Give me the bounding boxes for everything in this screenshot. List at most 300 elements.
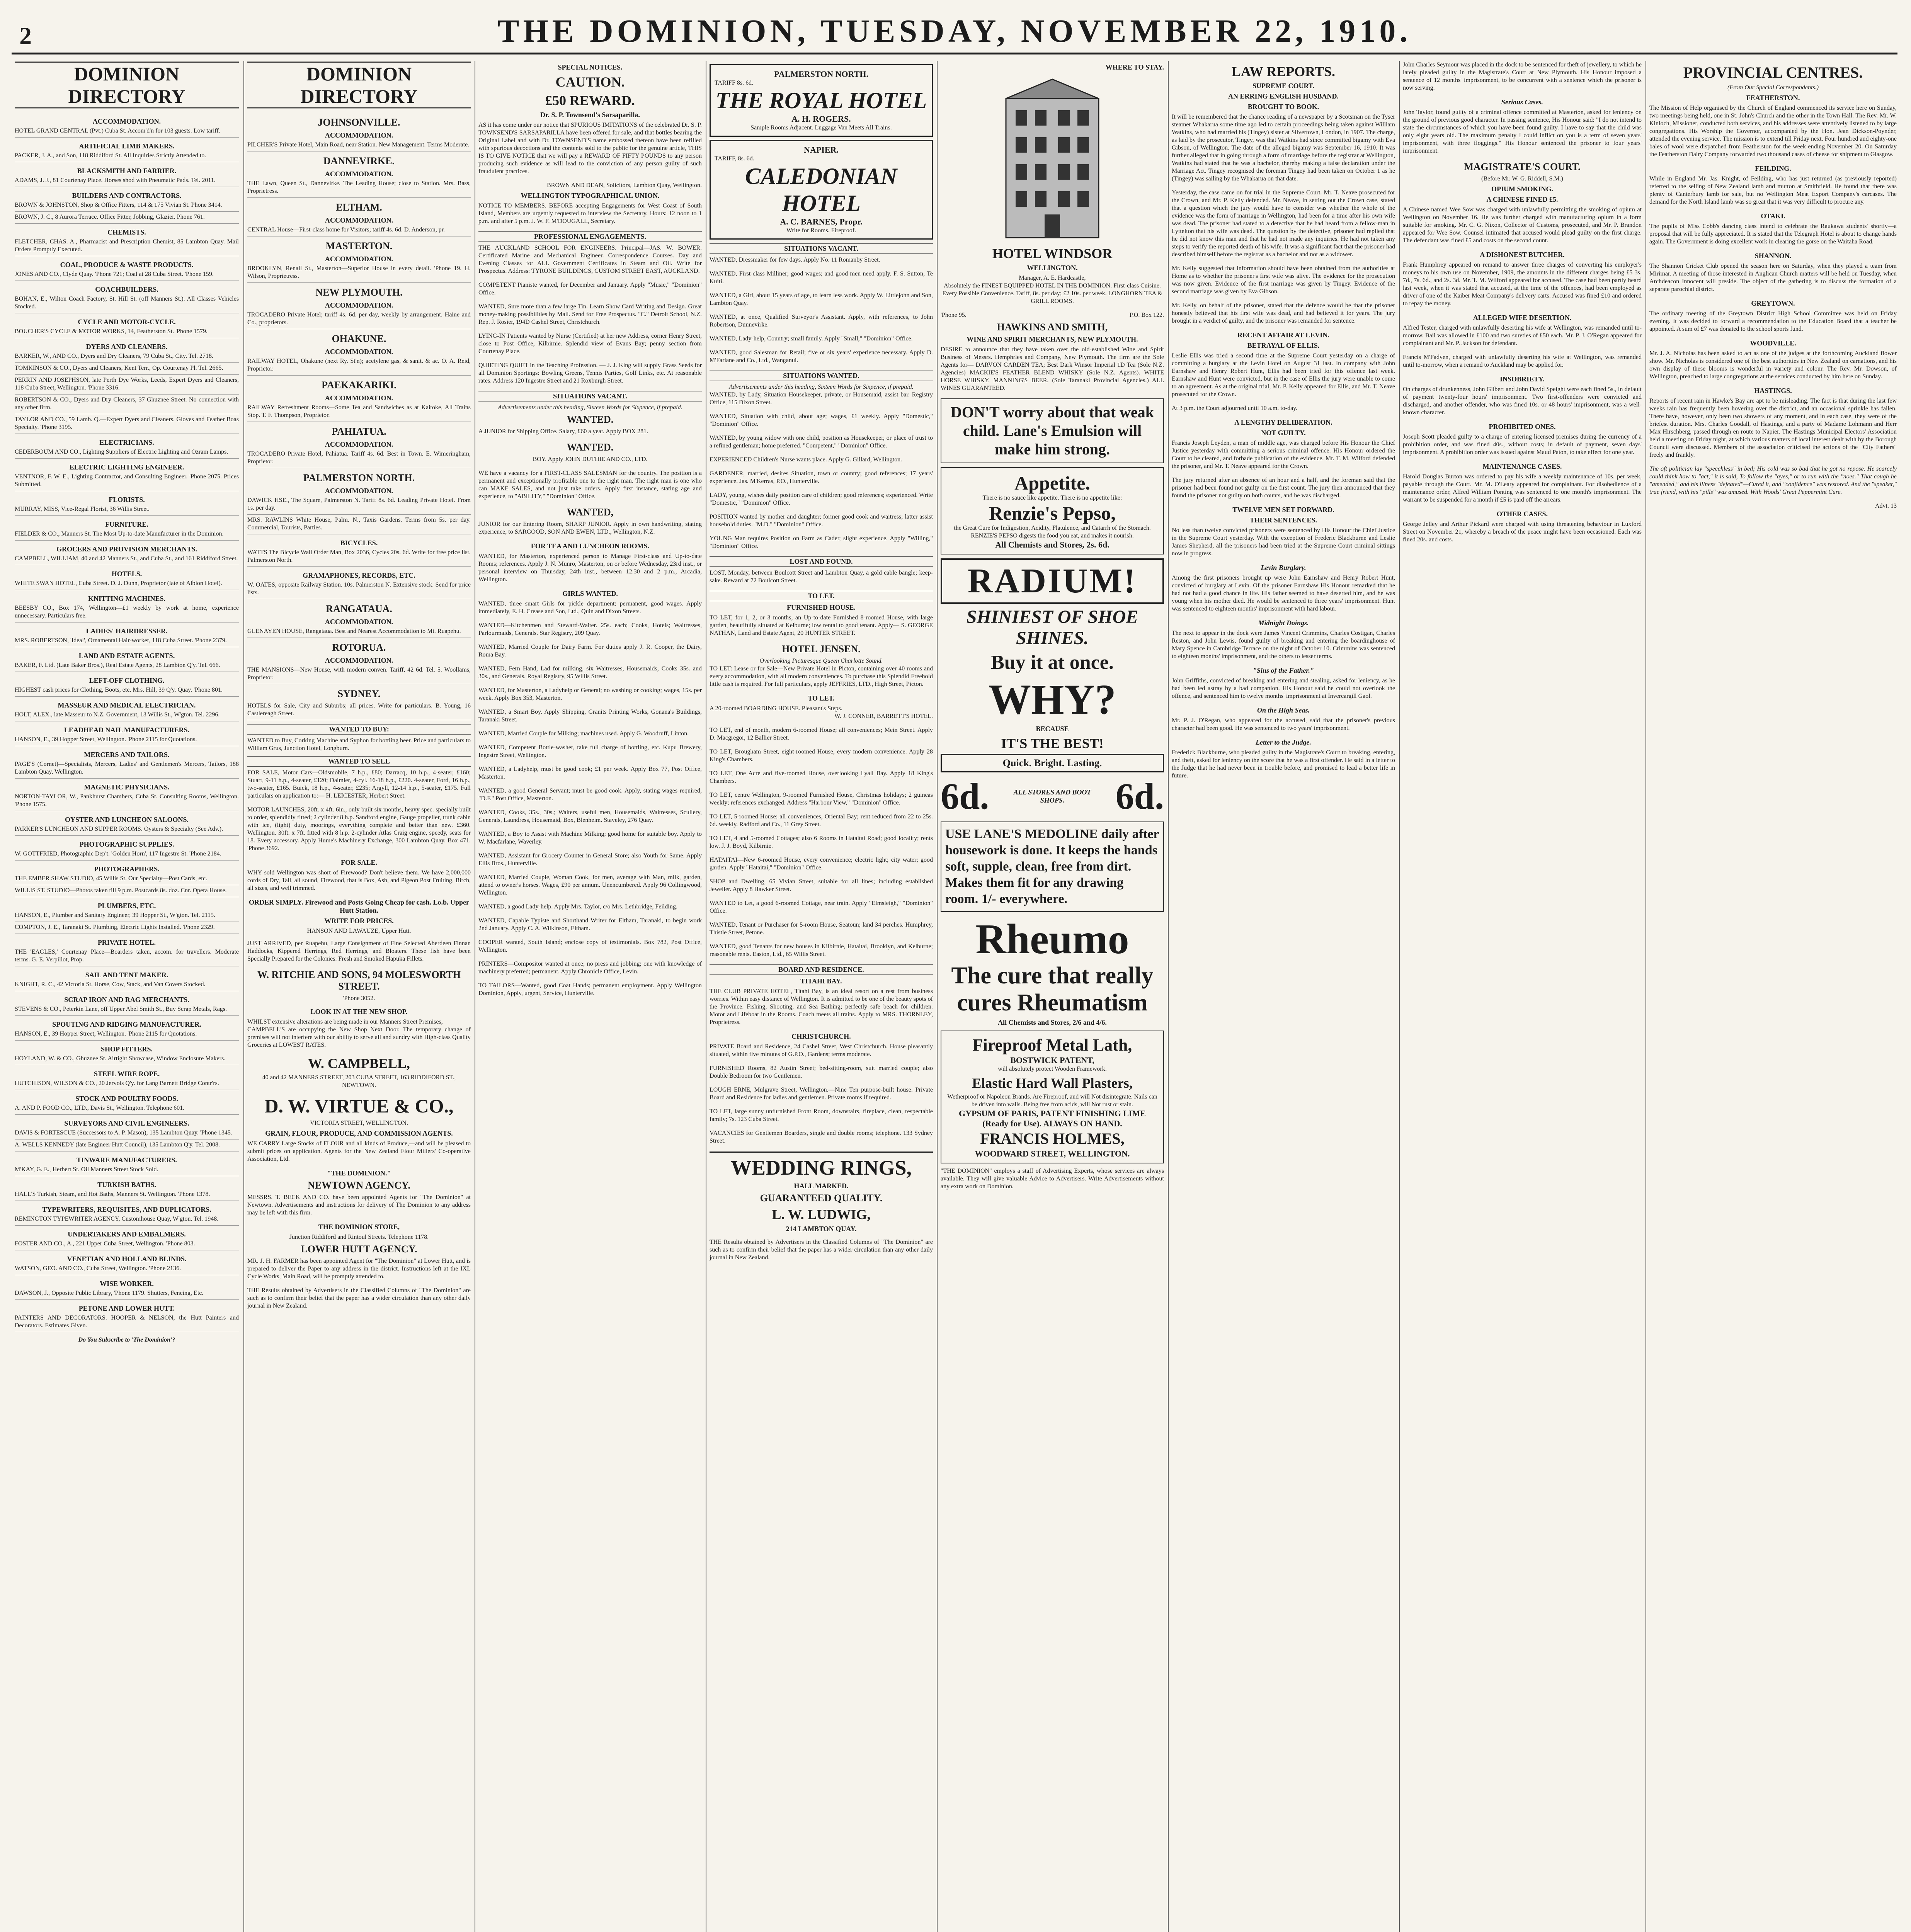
directory-category: LEFT-OFF CLOTHING.: [89, 677, 165, 684]
directory-text: HANSON, E., 39 Hopper Street, Wellington. 'Phone 2115 for Quotations.: [15, 736, 197, 743]
situation-wanted-ad: WANTED, by young widow with one child, position as Housekeeper, or place of trust to a refined gentleman; home preferred. "Competent," "Dominion" Office.: [710, 435, 933, 449]
directory-text: PACKER, J. A., and Son, 118 Riddiford St. All Inquiries Strictly Attended to.: [15, 152, 206, 159]
magistrates-court: MAGISTRATE'S COURT.: [1464, 161, 1581, 172]
caledonian-proprietor: A. C. BARNES, Propr.: [780, 217, 863, 226]
directory-text: REMINGTON TYPEWRITER AGENCY, Customhouse Quay, W'gton. Tel. 1948.: [15, 1216, 219, 1222]
directory-town: ROTORUA.: [332, 642, 386, 653]
law-p4: Mr. Kelly, on behalf of the prisoner, stated that the defence would be that the prisoner honestly believed that his first wife was dead, and had believed it for years. The jury brought in a verdict of guilty, and the prisoner was remanded for sentence.: [1172, 302, 1395, 324]
directory-category: SCRAP IRON AND RAG MERCHANTS.: [64, 996, 189, 1003]
caledonian-tariff: TARIFF, 8s. 6d.: [715, 155, 754, 162]
price-left: 6d.: [941, 776, 989, 817]
twelve-men: TWELVE MEN SET FORWARD.: [1232, 506, 1334, 514]
directory-entry: [15, 922, 239, 934]
directory-category: BICYCLES.: [340, 539, 378, 547]
to-let-ad: WANTED, Tenant or Purchaser for 5-room House, Seatoun; land 34 perches. Humphrey, Thistle Street, Petone.: [710, 922, 933, 936]
windsor-body: Absolutely the FINEST EQUIPPED HOTEL IN THE DOMINION. First-class Cuisine. Every Possible Convenience. Tariff, 8s. per day; £2 10s. per week. LONGHORN TEA & GRILL ROOMS.: [942, 282, 1162, 304]
write-for-prices: WRITE FOR PRICES.: [324, 917, 394, 925]
fireproof-heading: Fireproof Metal Lath,: [972, 1036, 1132, 1054]
judge-letter: Letter to the Judge.: [1256, 738, 1311, 746]
directory-town: SYDNEY.: [337, 688, 381, 699]
directory-category: PETONE AND LOWER HUTT.: [78, 1304, 175, 1312]
directory-text: TOMKINSON & CO., Dyers and Cleaners, Kent Terr., Op. Courtenay Pl. Tel. 2665.: [15, 365, 223, 371]
directory-entry: [15, 934, 239, 966]
campbells-text: CAMPBELL'S are occupying the New Shop Next Door. The temporary change of premises will not interfere with our ability to serve all and sundry with High-class Quality Groceries at LOWEST RATES.: [247, 1026, 471, 1048]
jensen-sub: Overlooking Picturesque Queen Charlotte Sound.: [759, 658, 883, 664]
professional-ad: QUIETING QUIET in the Teaching Profession. — J. J. King will supply Grass Seeds for all Dominion Sportings: Bowling Greens, Tennis Parties, Golf Links, etc. At reasonable rates. Address 120 Ingestre Street and 21 Roxburgh Street.: [478, 362, 702, 384]
dominion-agency-ad: "THE DOMINION" employs a staff of Advertising Experts, whose services are always available. They will give valuable Advice to Advertisers. Write Advertisements without any extra work on Dominion.: [941, 1168, 1164, 1190]
guaranteed: GUARANTEED QUALITY.: [760, 1192, 883, 1204]
directory-entry: [15, 897, 239, 922]
directory-category: OYSTER AND LUNCHEON SALOONS.: [65, 816, 189, 823]
directory-text: ROBERTSON & CO., Dyers and Dry Cleaners, 37 Ghuznee Street. No connection with any other firm.: [15, 396, 239, 411]
directory-category: ACCOMMODATION.: [325, 348, 393, 355]
directory-category: TINWARE MANUFACTURERS.: [77, 1156, 177, 1164]
situation-wanted-ad: WANTED, by Lady, Situation Housekeeper, private, or Housemaid, assist bar. Registry Office, 115 Dixon Street.: [710, 391, 933, 406]
directory-town: RANGATAUA.: [326, 603, 392, 614]
prohibited: PROHIBITED ONES.: [1489, 423, 1556, 430]
c4-sw-note: Advertisements under this heading, Sixteen Words for Sixpence, if prepaid.: [729, 384, 914, 390]
directory-entry: [15, 697, 239, 721]
royal-sub: Sample Rooms Adjacent. Luggage Van Meets All Trains.: [750, 124, 892, 131]
directory-text: CEDERBOUM AND CO., Lighting Suppliers of Electric Lighting and Ozram Lamps.: [15, 449, 228, 455]
directory-heading-2: DOMINION DIRECTORY: [247, 61, 471, 109]
other-cases: OTHER CASES.: [1496, 510, 1548, 518]
directory-entry: [15, 1115, 239, 1139]
directory-category: ACCOMMODATION.: [325, 394, 393, 402]
town-news: The pupils of Miss Cobb's dancing class intend to celebrate the Raukawa students' shortly—a proposal that will be fully appreciated. It is stated that the Telegraph Hotel is about to change hands again. The Government is doing excellent work in clearing the gorse on the Waitaha Road.: [1649, 223, 1897, 245]
firewood-ad: WHY sold Wellington was short of Firewood? Don't believe them. We have 2,000,000 cords of Dry, Tall, all sound, Firewood, that is Box, Ash, and Pigeon Post Fruiting, Birch, all sizes, and well trimmed.: [247, 869, 471, 891]
wanted-ad: WANTED, for Masterton, a Ladyhelp or General; no washing or cooking; wages, 15s. per week. Apply Box 353, Masterton.: [478, 687, 702, 701]
directory-town: DANNEVIRKE.: [323, 155, 395, 167]
directory-entry: [15, 1176, 239, 1201]
directory-category: BUILDERS AND CONTRACTORS.: [72, 192, 182, 199]
wanted-ad: PRINTERS—Compositor wanted at once; no press and jobbing; one with knowledge of machinery preferred; permanent. Apply Chronicle Office, Levin.: [478, 961, 702, 975]
directory-entry: [15, 746, 239, 779]
hanson-lawauze: HANSON AND LAWAUZE, Upper Hutt.: [307, 928, 411, 934]
directory-text: MRS. ROBERTSON, 'Ideal', Ornamental Hair-worker, 118 Cuba Street. 'Phone 2379.: [15, 637, 227, 644]
why-heading: WHY?: [989, 676, 1116, 723]
law-p11: The next to appear in the dock were James Vincent Crimmins, Charles Costigan, Charles Reston, and John Lewis, found guilty of breaking and entering the boardinghouse of Mary Spence in Cambridge Terrace on the night of October 10. Crimmins was sentenced to eighteen months' imprisonment, and the others to lesser terms.: [1172, 630, 1395, 660]
directory-text: BAKER, F. Ltd. (Late Baker Bros.), Real Estate Agents, 28 Lambton Q'y. Tel. 666.: [15, 662, 220, 668]
directory-text: WHITE SWAN HOTEL, Cuba Street. D. J. Dunn, Proprietor (late of Albion Hotel).: [15, 580, 222, 587]
directory-entry: [15, 1300, 239, 1332]
wife-desertion: ALLEGED WIFE DESERTION.: [1473, 314, 1572, 321]
directory-entry: [15, 590, 239, 622]
appetite-sub: There is no sauce like appetite. There is no appetite like:: [982, 495, 1122, 501]
tea-rooms-body: WANTED, for Masterton, experienced person to Manage First-class and Up-to-date Rooms; references. Apply J. N. Munro, Masterton, on or before Wednesday, 23rd inst., or personal interview on Thursday, 24th inst., between 12.30 and 2 p.m., Arcadia, Wellington.: [478, 553, 702, 583]
directory-text: HOLT, ALEX., late Masseur to N.Z. Government, 13 Willis St., W'gton. Tel. 2296.: [15, 711, 220, 718]
directory-text: MRS. RAWLINS White House, Palm. N., Taxis Gardens. Terms from 5s. per day. Commercial, Tourists, Parties.: [247, 517, 471, 531]
wanted-to-buy-heading: WANTED TO BUY:: [247, 724, 471, 735]
to-let-heading: TO LET.: [710, 591, 933, 601]
law-p2: Yesterday, the case came on for trial in the Supreme Court. Mr. T. Neave prosecuted for the Crown, and Mr. P. Kelly defended. Mr. Neave, in setting out the Crown case, stated that a question which the jury would have to consider was whether the whole of the evidence was the form of marriage in Wellington, had been for a time after his own wife was dead. The prisoner had stated to a detective that he had heard from a fellow-man in Lyttelton that his wife was dead. The question by the detective, prisoner had replied that he did not know this man and that he had not made any inquiries. He had not taken any steps to verify the reported death of his wife. It was a significant fact that the prisoner had described himself before the registrar as a bachelor and not as a widower.: [1172, 189, 1395, 258]
levin-burglary: Levin Burglary.: [1261, 564, 1306, 571]
for-sale-heading: FOR SALE.: [340, 859, 378, 866]
directory-category: PLUMBERS, ETC.: [97, 902, 156, 910]
directory-entry: [15, 1139, 239, 1151]
directory-entry: [15, 491, 239, 516]
directory-category: ACCOMMODATION.: [325, 170, 393, 178]
directory-text: BARKER, W., AND CO., Dyers and Dry Cleaners, 79 Cuba St., City. Tel. 2718.: [15, 353, 213, 359]
directory-text: PERRIN AND JOSEPHSON, late Perth Dye Works, Leeds, Expert Dyers and Cleaners, 118 Cuba Street, Wellington. 'Phone 3316.: [15, 377, 239, 391]
directory-category: STOCK AND POULTRY FOODS.: [75, 1095, 178, 1102]
directory-text: NORTON-TAYLOR, W., Pankhurst Chambers, Cuba St. Consulting Rooms, Wellington. 'Phone 1575.: [15, 793, 239, 808]
directory-text: BEESBY CO., Box 174, Wellington—£1 weekly by work at home, experience unnecessary. Particulars free.: [15, 605, 239, 619]
royal-town: PALMERSTON NORTH.: [774, 69, 869, 79]
directory-text: COMPTON, J. E., Taranaki St. Plumbing, Electric Lights Installed. 'Phone 2329.: [15, 924, 215, 930]
board-residence-ad: LOUGH ERNE, Mulgrave Street, Wellington.—Nine Ten purpose-built house. Private Board and Residence for ladies and gentlemen. Private rooms if required.: [710, 1087, 933, 1101]
professional-ad: COMPETENT Pianiste wanted, for December and January. Apply "Music," "Dominion" Office.: [478, 282, 702, 296]
directory-town: MASTERTON.: [325, 240, 393, 252]
directory-entry: [15, 1016, 239, 1041]
column-6-law-reports: [1172, 61, 1395, 1932]
c7-p9: Harold Douglas Burton was ordered to pay his wife a weekly maintenance of 10s. per week, payable through the Court. Mr. M. O'Leary appeared for complainant. For disobedience of a maintenance order, Alfred William Ponting was sentenced to one month's imprisonment. The warrant to be suspended for a month if £5 is paid off the arrears.: [1403, 473, 1642, 503]
to-let-ad: TO LET, 4 and 5-roomed Cottages; also 6 Rooms in Hataitai Road; good locality; rents low. J. J. Boyd, Kilbirnie.: [710, 835, 933, 849]
lanes-emulsion-ad: DON'T worry about that weak child. Lane's Emulsion will make him strong.: [941, 398, 1164, 463]
directory-text: BROWN & JOHNSTON, Shop & Office Fitters, 114 & 175 Vivian St. Phone 3414.: [15, 202, 222, 208]
elastic-body: Wetherproof or Napoleon Brands. Are Fireproof, and will Not disintegrate. Nails can be driven into walls. Being free from acids, will Not rust or stain.: [947, 1094, 1157, 1108]
wanted-ad: WANTED, Cooks, 35s., 30s.; Waiters, useful men, Housemaids, Waitresses, Scullery, Generals, Laundress, Housemaid, Box, Blenheim. Staveley, 276 Quay.: [478, 809, 702, 823]
directory-category: VENETIAN AND HOLLAND BLINDS.: [67, 1255, 187, 1263]
directory-entry: [15, 565, 239, 590]
boarding-house: A 20-roomed BOARDING HOUSE. Pleasant's Steps.: [710, 705, 842, 712]
to-let-ad: WANTED to Let, a good 6-roomed Cottage, near train. Apply "Elmsleigh," "Dominion" Office.: [710, 900, 933, 914]
board-residence-ad: FURNISHED Rooms, 82 Austin Street; bed-sitting-room, suit married couple; also Double Bedroom for two Gentlemen.: [710, 1065, 933, 1079]
look-in-heading: LOOK IN AT THE NEW SHOP.: [310, 1008, 408, 1015]
c7-p1: John Charles Seymour was placed in the dock to be sentenced for theft of jewellery, to which he lately pleaded guilty in the Magistrate's Court at New Plymouth. His Honour imposed a sentence of 12 months' imprisonment, to be concurrent with a sentence which the prisoner is now serving.: [1403, 61, 1642, 91]
hawkins-smith: HAWKINS AND SMITH,: [997, 321, 1108, 333]
directory-category: ACCOMMODATION.: [325, 487, 393, 495]
directory-category: MERCERS AND TAILORS.: [84, 751, 170, 759]
directory-category: MASSEUR AND MEDICAL ELECTRICIAN.: [58, 701, 196, 709]
law-p10: Among the first prisoners brought up were John Earnshaw and Henry Robert Hunt, convicted of burglary at Levin. Of the prisoner Earnshaw His Honour remarked that he had not had a good chance in life. His father seemed to have deserted him, and he was young when his mother died. He would be sentenced to three years' imprisonment. Hunt was sentenced to eighteen months' imprisonment with hard labour.: [1172, 575, 1395, 612]
town-news: The Mission of Help organised by the Church of England commenced its service here on Sunday, two meetings being held, one in St. John's Church and the other in the Town Hall. The Rev. Mr. W. Kinloch, Missioner, conducted both services, and his addresses were attentively listened to by large congregations. His Worship the Governor, accompanied by the Hon. Jean Dickson-Poynder, attended the evening service. The mission is to extend till Friday next. Four hundred and eighty-one bales of wool were dispatched from Featherston for the week ending November 20. On Saturday the Featherston Dairy Company forwarded two thousand cases of cheese for shipment to Glasgow.: [1649, 105, 1897, 158]
town-heading: WOODVILLE.: [1750, 339, 1796, 347]
royal-tariff: TARIFF 8s. 6d.: [715, 80, 754, 86]
directory-text: WATTS The Bicycle Wall Order Man, Box 2036, Cycles 20s. 6d. Write for free price list. Palmerston North.: [247, 549, 471, 563]
directory-entry: [15, 885, 239, 897]
rheumo-footer: All Chemists and Stores, 2/6 and 4/6.: [998, 1019, 1107, 1026]
situation-wanted-ad: POSITION wanted by mother and daughter; former good cook and waitress; latter assist household duties. "M.D." "Dominion" Office.: [710, 514, 933, 528]
wanted-ad: WANTED, a Smart Boy. Apply Shipping, Granits Printing Works, Gonana's Buildings, Taranaki Street.: [478, 709, 702, 723]
wanted-ad: WANTED, a good Lady-help. Apply Mrs. Taylor, c/o Mrs. Lethbridge, Feilding.: [478, 903, 677, 910]
directory-text: HALL'S Turkish, Steam, and Hot Baths, Manners St. Wellington. 'Phone 1378.: [15, 1191, 210, 1197]
directory-text: HOTEL GRAND CENTRAL (Pvt.) Cuba St. Accom'd'n for 103 guests. Low tariff.: [15, 128, 220, 134]
hall-marked: HALL MARKED.: [794, 1182, 849, 1190]
professional-ad: LYING-IN Patients wanted by Nurse (Certified) at her new Address, corner Henry Street, close to Post Office, Kilbirnie. Splendid view of Evans Bay; penny section from Courtenay Place.: [478, 333, 702, 355]
six-pence-row: [941, 775, 1164, 818]
column-5-advertisements: [941, 61, 1164, 1932]
subscribe-footer: Do You Subscribe to 'The Dominion'?: [78, 1337, 175, 1343]
whilst-text: WHILST extensive alterations are being made in our Manners Street Premises,: [247, 1019, 443, 1025]
directory-text: ADAMS, J. J., 81 Courtenay Place. Horses shod with Pneumatic Pads. Tel. 2011.: [15, 177, 216, 184]
directory-category: MAGNETIC PHYSICIANS.: [84, 783, 170, 791]
titahi-body: THE CLUB PRIVATE HOTEL, Titahi Bay, is an ideal resort on a rest from business worries. Within easy distance of Wellington. It is admitted to be one of the beauty spots of the Province. Fishing, Shooting, and Sea Bathing; perfectly safe beach for children. Motor and Lifeboat in the Rooms. Coach meets all trains. Apply to MRS. THORNLEY, Proprietress.: [710, 988, 933, 1026]
conner: W. J. CONNER, BARRETT'S HOTEL.: [834, 713, 933, 719]
professional-ad: WANTED, Sure more than a few large Tin. Learn Show Card Writing and Design. Great money-making possibilities by Mail. Send for Free Prospectus. "C." Detroit School, N.Z. Rep. J. Rosier, 194D Cashel Street, Christchurch.: [478, 303, 702, 325]
because: BECAUSE: [1036, 725, 1069, 733]
their-sentences: THEIR SENTENCES.: [1249, 516, 1317, 524]
directory-text: A. AND P. FOOD CO., LTD., Davis St., Wellington. Telephone 601.: [15, 1105, 185, 1111]
directory-text: A. WELLS KENNEDY (late Engineer Hutt Council), 135 Lambton Q'y. Tel. 2008.: [15, 1141, 220, 1148]
directory-category: ACCOMMODATION.: [325, 656, 393, 664]
fireproof-ad: [941, 1031, 1164, 1163]
wanted-ad: WANTED, Capable Typiste and Shorthand Writer for Eltham, Taranaki, to begin work 2nd January. Apply C. A. Wilkinson, Eltham.: [478, 917, 702, 932]
its-the-best: IT'S THE BEST!: [1001, 736, 1104, 751]
directory-entry: [15, 516, 239, 541]
chinese-fined: A CHINESE FINED £5.: [1486, 196, 1558, 203]
special-notices-heading: SPECIAL NOTICES.: [558, 63, 623, 71]
furnished-body: TO LET, for 1, 2, or 3 months, an Up-to-date Furnished 8-roomed House, with large garden, beautifully situated at Kelburne; low rental to good tenant. Apply— S. GEORGE NATHAN, Land and Estate Agent, 20 HUNTER STREET.: [710, 614, 933, 636]
wanted-ad: TO TAILORS—Wanted, good Coat Hands; permanent employment. Apply Wellington Dominion, Apply, urgent, Service, Hunterville.: [478, 982, 702, 997]
directory-town: ELTHAM.: [336, 202, 382, 213]
situation-vacant-ad: WANTED, at once, Qualified Surveyor's Assistant. Apply, with references, to John Robertson, Dunnevirke.: [710, 314, 933, 328]
directory-entry: [15, 434, 239, 459]
to-let-ad: TO LET, Brougham Street, eight-roomed House, every modern convenience. Apply 28 King's Chambers.: [710, 748, 933, 763]
directory-text: WILLIS ST. STUDIO—Photos taken till 9 p.m. Postcards 8s. doz. Cnr. Opera House.: [15, 887, 227, 894]
town-heading: FEILDING.: [1755, 165, 1791, 172]
virtue-sub: GRAIN, FLOUR, PRODUCE, AND COMMISSION AGENTS.: [265, 1129, 453, 1137]
price-right: 6d.: [1115, 776, 1164, 817]
directory-category: TYPEWRITERS, REQUISITES, AND DUPLICATORS.: [42, 1206, 211, 1213]
directory-entry: [15, 162, 239, 187]
directory-heading: DOMINION DIRECTORY: [15, 61, 239, 109]
bostwick-body: will absolutely protect Wooden Framework.: [998, 1066, 1107, 1072]
directory-town: NEW PLYMOUTH.: [315, 287, 403, 298]
midnight: Midnight Doings.: [1258, 619, 1309, 627]
law-p8: The jury returned after an absence of an hour and a half, and the foreman said that the prisoner had been found not guilty on the first count. The jury then announced that they found the prisoner not guilty on both counts, and he was discharged.: [1172, 477, 1395, 499]
directory-text: RAILWAY HOTEL, Ohakune (next Ry. St'n); acetylene gas, & sanit. & ac. O. A. Reid, Proprietor.: [247, 358, 471, 372]
directory-text: THE 'EAGLES,' Courtenay Place—Boarders taken, accom. for travellers. Moderate terms. G. E. Verpillot, Prop.: [15, 949, 239, 963]
renzie-ad: [941, 467, 1164, 554]
wanted-ad: WANTED, Married Couple for Dairy Farm. For duties apply J. R. Cooper, the Dairy, Roma Bay.: [478, 644, 702, 658]
law-p3: Mr. Kelly suggested that information should have been obtained from the authorities at Home as to whether the prisoner's first wife was alive. The evidence for the prosecution was now given. Evidence of the first marriage was given by Tingey. Evidence of the second marriage was given by Eva Gibson.: [1172, 265, 1395, 295]
directory-entry: [15, 338, 239, 363]
supreme-court: SUPREME COURT.: [1252, 82, 1315, 90]
sins: "Sins of the Father.": [1252, 667, 1314, 674]
junior2-ad: JUNIOR for our Entering Room, SHARP JUNIOR. Apply in own handwriting, stating experience, to SARGOOD, SON AND EWEN, LTD., Wellington, N.Z.: [478, 521, 702, 535]
directory-text: TROCADERO Private Hotel; tariff 4s. 6d. per day, weekly by arrangement. Haine and Co., proprietors.: [247, 311, 471, 326]
wanted-ad: WANTED, Married Couple, Woman Cook, for men, average with Man, milk, garden, attend to owner's horses. Wages, £90 per annum. Unencumbered. Apply 96 Collingwood, Wellington.: [478, 874, 702, 896]
directory-entry: [247, 151, 471, 198]
girls-wanted: GIRLS WANTED.: [562, 590, 618, 597]
quick-bright: Quick. Bright. Lasting.: [941, 754, 1164, 772]
masthead-title: THE DOMINION, TUESDAY, NOVEMBER 22, 1910.: [497, 13, 1412, 49]
directory-text: THE Lawn, Queen St., Dannevirke. The Leading House; close to Station. Mrs. Bass, Proprietress.: [247, 180, 471, 194]
hawkins-sub: WINE AND SPIRIT MERCHANTS, NEW PLYMOUTH.: [967, 335, 1138, 343]
directory-entry: [247, 198, 471, 236]
situation-vacant-ad: WANTED, good Salesman for Retail; five or six years' experience necessary. Apply D. M'Farlane and Co., Ltd., Wanganui.: [710, 349, 933, 364]
windsor-town: WELLINGTON.: [1027, 264, 1078, 272]
directory-text: DAWICK HSE., The Square, Palmerston N. Tariff 8s. 6d. Leading Private Hotel. From 1s. per day.: [247, 497, 471, 511]
directory-category: ACCOMMODATION.: [325, 301, 393, 309]
wanted-ad: WANTED, Fern Hand, Lad for milking, six Waitresses, Housemaids, Cooks 35s. and 30s., and Generals. Royal Registry, 95 Willis Street.: [478, 665, 702, 680]
c7-p7: On charges of drunkenness, John Gilbert and John David Speight were each fined 5s., in default of payment twenty-four hours' imprisonment. Two first-offenders were convicted and discharged, and another offender, who was fined 10s. or 48 hours' imprisonment, was a well-known character.: [1403, 386, 1642, 416]
town-news: Mr. J. A. Nicholas has been asked to act as one of the judges at the forthcoming Auckland flower show. Mr. Nicholas is considered one of the best authorities in New Zealand on carnations, and his own display of these blooms is wonderful in variety and colour. The Rev. Mr. Dowson, of Wellington, preached to large congregations at the services conducted by him here on Sunday.: [1649, 350, 1897, 380]
boy-ad: BOY. Apply JOHN DUTHIE AND CO., LTD.: [533, 456, 648, 463]
directory-text: TROCADERO Private Hotel, Pahiatua. Tariff 4s. 6d. Best in Town. E. Wimeringham, Proprietor.: [247, 451, 471, 465]
situation-wanted-ad: GARDENER, married, desires Situation, town or country; good references; 17 years' experience. Jas. M'Kerras, P.O., Hunterville.: [710, 470, 933, 485]
directory-category: CHEMISTS.: [107, 228, 146, 236]
directory-text: PARKER'S LUNCHEON AND SUPPER ROOMS. Oysters & Specialty (See Adv.).: [15, 826, 223, 832]
ritchie-phone: 'Phone 3052.: [343, 995, 375, 1002]
directory-text: HOYLAND, W. & CO., Ghuznee St. Airtight Showcase, Window Enclosure Makers.: [15, 1055, 226, 1062]
directory-text: KNIGHT, R. C., 42 Victoria St. Horse, Cow, Stack, and Van Covers Stocked.: [15, 981, 206, 988]
situation-vacant-ad: WANTED, a Girl, about 15 years of age, to learn less work. Apply W. Littlejohn and Son, Lambton Quay.: [710, 292, 933, 306]
radium-heading: RADIUM!: [941, 558, 1164, 604]
lost-found-heading: LOST AND FOUND.: [710, 556, 933, 567]
law-p7: Francis Joseph Leyden, a man of middle age, was charged before His Honour the Chief Justice yesterday with committing a serious criminal offence. His Honour ordered the Court to be cleared, and forbade publication of the evidence. Mr. T. M. Wilford defended the prisoner, and Mr. T. Neave appeared for the Crown.: [1172, 440, 1395, 469]
lower-hutt-agency: LOWER HUTT AGENCY.: [301, 1243, 417, 1255]
directory-entry: [15, 1151, 239, 1176]
junior-ad: A JUNIOR for Shipping Office. Salary, £60 a year. Apply BOX 281.: [478, 428, 648, 435]
wanted-ad: WANTED, three smart Girls for pickle department; permanent, good wages. Apply immediately, E. H. Crease and Son, Ltd., Quin and Dixon Streets.: [478, 600, 702, 615]
phone-box-row: [941, 311, 1164, 319]
directory-entry: [247, 684, 471, 720]
to-let-ad: SHOP and Dwelling, 65 Vivian Street, suitable for all lines; including established Jeweller. Apply 8 Hawker Street.: [710, 878, 933, 893]
directory-text: DAVIS & FORTESCUE (Successors to A. P. Mason), 135 Lambton Quay. 'Phone 1345.: [15, 1129, 232, 1136]
shiniest: SHINIEST OF SHOE SHINES.: [966, 607, 1138, 648]
wanted-ad: WANTED, a Boy to Assist with Machine Milking; good home for suitable boy. Apply to W. Macfarlane, Waverley.: [478, 831, 702, 845]
gypsum: GYPSUM OF PARIS, PATENT FINISHING LIME (Ready for Use). ALWAYS ON HAND.: [958, 1109, 1146, 1128]
professional-heading: PROFESSIONAL ENGAGEMENTS.: [478, 231, 702, 242]
law-p9: No less than twelve convicted prisoners were sentenced by His Honour the Chief Justice in the Supreme Court yesterday. With the exception of Frederic Blackburne and Leslie James Shepherd, all the prisoners had been tried at the Supreme Court criminal sittings now in progress.: [1172, 527, 1395, 557]
situations-vacant-note: Advertisements under this heading, Sixteen Words for Sixpence, if prepaid.: [498, 404, 682, 411]
law-p12: John Griffiths, convicted of breaking and entering and stealing, asked for leniency, as he had been led astray by a bad companion. His Honour said he could not overlook the offence, and sentenced him to twelve months' imprisonment at Invercargill Gaol.: [1172, 677, 1395, 699]
directory-entry: [15, 861, 239, 885]
caledonian-name: CALEDONIAN HOTEL: [745, 163, 897, 216]
page-number: 2: [19, 22, 32, 49]
dominion-store: THE DOMINION STORE,: [318, 1223, 400, 1231]
directory-town: PAHIATUA.: [332, 426, 386, 437]
just-arrived-ad: JUST ARRIVED, per Ruapehu, Large Consignment of Fine Selected Aberdeen Finnan Haddocks, Kippered Herrings, Red Herrings, and Bloaters. These fish have been Specially Prepared for the Colonies. Fresh and Smoked Hapuka Fillets.: [247, 940, 471, 962]
directory-entry: [15, 779, 239, 811]
newtown-agency: NEWTOWN AGENCY.: [308, 1180, 410, 1191]
ritchie-ad: W. RITCHIE AND SONS, 94 MOLESWORTH STREET.: [257, 969, 461, 992]
directory-entry: [247, 567, 471, 599]
directory-entry: [15, 1065, 239, 1090]
directory-town: OHAKUNE.: [332, 333, 386, 344]
medoline-ad: USE LANE'S MEDOLINE daily after housework is done. It keeps the hands soft, supple, clean, free from dirt. Makes them fit for any drawing room. 1/- everywhere.: [941, 821, 1164, 912]
directory-town: PAEKAKARIKI.: [322, 379, 396, 391]
directory-category: LEADHEAD NAIL MANUFACTURERS.: [64, 726, 190, 734]
directory-entry: [15, 224, 239, 256]
directory-entry: [15, 363, 239, 375]
directory-entry: [15, 647, 239, 672]
board-residence-ad: TO LET, large sunny unfurnished Front Room, downstairs, fireplace, clean, respectable family; 7s. 123 Cuba Street.: [710, 1108, 933, 1122]
wanted-ad: WANTED—Kitchenmen and Steward-Waiter. 25s. each; Cooks, Hotels; Waitresses, Parlourmaids, Generals. Star Registry, 209 Quay.: [478, 622, 702, 636]
to-let-2: TO LET.: [808, 694, 835, 702]
c7-p3: A Chinese named Wee Sow was charged with unlawfully permitting the smoking of opium at Wellington on November 16. He was further charged with manufacturing opium in a form suitable for smoking. Mr. C. G. Nixon, Collector of Customs, prosecuted, and Mr. P. Brandon appeared for Wee Sow. Counsel intimated that accused would plead guilty on the first charge. The defendant was fined £5 and costs on the second count.: [1403, 206, 1642, 244]
situation-vacant-ad: WANTED, Lady-help, Country; small family. Apply "Small," "Dominion" Office.: [710, 335, 913, 342]
directory-category: PHOTOGRAPHERS.: [94, 865, 160, 873]
dominion-store-addr: Junction Riddiford and Rintoul Streets. Telephone 1178.: [289, 1234, 429, 1240]
before-magistrate: (Before Mr. W. G. Riddell, S.M.): [1481, 175, 1563, 182]
tea-rooms-heading: FOR TEA AND LUNCHEON ROOMS.: [531, 542, 650, 550]
directory-entry: [15, 113, 239, 138]
where-to-stay: WHERE TO STAY.: [1105, 63, 1164, 71]
law-p5: Leslie Ellis was tried a second time at the Supreme Court yesterday on a charge of committing a burglary at the Levin Hotel on August 31 last. In company with John Earnshaw and Henry Robert Hunt, Ellis had been tried for this offence last week. Earnshaw and Hunt were convicted, but in the case of Ellis the jury were unable to come to an agreement. As at the original trial, Mr. P. Kelly appeared for Ellis, and Mr. T. Neave prosecuted for the Crown.: [1172, 352, 1395, 398]
town-news: The Shannon Cricket Club opened the season here on Saturday, when they played a team from Mirimar. A meeting of those interested in Anglican Church matters will be held on Tuesday, when Archdeacon Innocent will preside. The object of the gathering is to discuss the formation of a separate parochial district.: [1649, 263, 1897, 293]
for-sale-launches: MOTOR LAUNCHES, 20ft. x 4ft. 6in., only built six months, heavy spec. specially built to order, splendidly fitted; 2 cylinder 8 h.p. Sandford engine, Gauge propeller, trunk cabin with ice, (light) duty, moorings, everything complete and better than new. £360. Wellington. 30ft. x 7ft. fitted with 8 h.p. 2-cylinder Atlas Craig engine, speedy, seats for 18. Every accessory. Apply Hume's Machinery Exchange, 300 Lambton Quay. Box 471. 'Phone 3692.: [247, 806, 471, 852]
buy-once: Buy it at once.: [991, 651, 1114, 673]
hotel-building-image: [983, 75, 1122, 242]
directory-text: HIGHEST cash prices for Clothing, Boots, etc. Mrs. Hill, 39 Q'y. Quay. 'Phone 801.: [15, 687, 223, 693]
windsor-manager: Manager, A. E. Hardcastle,: [1019, 275, 1086, 281]
wedding-rings: WEDDING RINGS,: [710, 1151, 933, 1180]
serious-cases: Serious Cases.: [1501, 98, 1543, 106]
wanted-to-sell-heading: WANTED TO SELL: [247, 756, 471, 767]
directory-text: PAGE'S (Cornet)—Specialists, Mercers, Ladies' and Gentlemen's Mercers, Tailors, 188 Lambton Quay, Wellington.: [15, 761, 239, 775]
opium-smoking: OPIUM SMOKING.: [1491, 185, 1553, 193]
directory-text: W. GOTTFRIED, Photographic Dep't. 'Golden Horn', 117 Ingestre St. 'Phone 2184.: [15, 850, 221, 857]
directory-text: FIELDER & CO., Manners St. The Most Up-to-date Manufacturer in the Dominion.: [15, 531, 224, 537]
wanted-1: WANTED.: [567, 414, 614, 425]
po-box: P.O. Box 122.: [1129, 312, 1164, 318]
directory-entry: [15, 811, 239, 836]
directory-entry: [247, 113, 471, 151]
order-simply: ORDER SIMPLY. Firewood and Posts Going Cheap for cash. Lo.b. Upper Hutt Station.: [248, 898, 470, 914]
directory-entry: [15, 256, 239, 281]
directory-entry: [15, 1041, 239, 1065]
wanted-ad: WANTED, a Ladyhelp, must be good cook; £1 per week. Apply Box 77, Post Office, Masterton.: [478, 766, 702, 780]
directory-text: WATSON, GEO. AND CO., Cuba Street, Wellington. 'Phone 2136.: [15, 1265, 181, 1272]
c4-situations-wanted: SITUATIONS WANTED.: [710, 371, 933, 381]
c4-results: THE Results obtained by Advertisers in the Classified Columns of "The Dominion" are such as to confirm their belief that the paper has a wider circulation than any other daily journal in New Zealand.: [710, 1239, 933, 1261]
directory-entry: [15, 1201, 239, 1226]
situations-vacant-heading: SITUATIONS VACANT.: [478, 391, 702, 401]
directory-category: STEEL WIRE ROPE.: [94, 1070, 160, 1078]
directory-category: SPOUTING AND RIDGING MANUFACTURER.: [52, 1020, 201, 1028]
virtue-address: VICTORIA STREET, WELLINGTON.: [310, 1120, 408, 1126]
directory-category: ACCOMMODATION.: [325, 618, 393, 626]
directory-entry: [247, 422, 471, 468]
directory-text: DAWSON, J., Opposite Public Library, 'Phone 1179. Shutters, Fencing, Etc.: [15, 1290, 204, 1296]
directory-entry: [15, 721, 239, 746]
directory-text: VENTNOR, F. W. E., Lighting Contractor, and Consulting Engineer. 'Phone 2075. Prices Submitted.: [15, 473, 239, 488]
directory-entry: [15, 1226, 239, 1250]
to-let-ad: WANTED, good Tenants for new houses in Kilbirnie, Hataitai, Brooklyn, and Kelburne; reasonable rents. Easton, Ltd., 65 Willis Street.: [710, 943, 933, 957]
situation-wanted-ad: LADY, young, wishes daily position care of children; good references; experienced. Write "Domestic," "Dominion" Office.: [710, 492, 933, 506]
town-heading: SHANNON.: [1754, 252, 1792, 260]
advt-number: Advt. 13: [1875, 503, 1897, 509]
directory-text: M'KAY, G. E., Herbert St. Oil Manners Street Stock Sold.: [15, 1166, 158, 1173]
rheumo-cure: The cure that really cures Rheumatism: [951, 963, 1154, 1016]
situation-vacant-ad: WANTED, First-class Milliner; good wages; and good men need apply. F. S. Sutton, Te Kuiti.: [710, 270, 933, 285]
directory-category: ACCOMMODATION.: [325, 255, 393, 263]
directory-text: RAILWAY Refreshment Rooms—Some Tea and Sandwiches as at Kaitoke, All Trains Stop. T. F. Thompson, Proprietor.: [247, 404, 471, 418]
directory-entry: [15, 414, 239, 434]
titahi-bay: TITAHI BAY.: [800, 977, 842, 985]
holmes-name: FRANCIS HOLMES,: [980, 1130, 1125, 1147]
renzie-name: Renzie's Pepso,: [989, 502, 1116, 524]
caledonian-town: NAPIER.: [804, 145, 839, 155]
lower-hutt-body: MR. J. H. FARMER has been appointed Agent for "The Dominion" at Lower Hutt, and is prepared to deliver the Paper to any address in the district. Instructions left at the IXL Cycle Works, Main Road, will be promptly attended to.: [247, 1258, 471, 1280]
directory-text: MURRAY, MISS, Vice-Regal Florist, 36 Willis Street.: [15, 506, 150, 512]
town-heading: GREYTOWN.: [1751, 299, 1795, 307]
for-sale-motor-cars: FOR SALE, Motor Cars—Oldsmobile, 7 h.p., £80; Darracq, 10 h.p., 4-seater, £160; Stuart, 9-11 h.p., 4-seater, £120; Daimler, 4-cyl. 16-18 h.p., £220. 4-seater, Ford, 16 h.p., two-seater, £165. Buick, 18 h.p., 4-seater, £235; Argyll, 12-14 h.p., 5-seater, £175. Full particulars on application to:— H. LEICESTER, Herbert Street.: [247, 769, 471, 799]
directory-category: LAND AND ESTATE AGENTS.: [78, 652, 175, 660]
directory-entry: [15, 836, 239, 861]
directory-text: TAYLOR AND CO., 59 Lamb. Q.—Expert Dyers and Cleaners. Gloves and Feather Boas Specialty. 'Phone 3195.: [15, 416, 239, 430]
campbell-address: 40 and 42 MANNERS STREET, 203 CUBA STREET, 163 RIDDIFORD ST., NEWTOWN.: [262, 1074, 456, 1088]
royal-hotel-ad: [710, 64, 933, 137]
directory-category: FLORISTS.: [109, 496, 145, 503]
directory-text: PILCHER'S Private Hotel, Main Road, near Station. New Management. Terms Moderate.: [247, 141, 470, 148]
directory-category: SHOP FITTERS.: [100, 1045, 153, 1053]
directory-text: GLENAYEN HOUSE, Rangataua. Best and Nearest Accommodation to Mt. Ruapehu.: [247, 628, 461, 634]
typographical-heading: WELLINGTON TYPOGRAPHICAL UNION.: [521, 192, 660, 199]
